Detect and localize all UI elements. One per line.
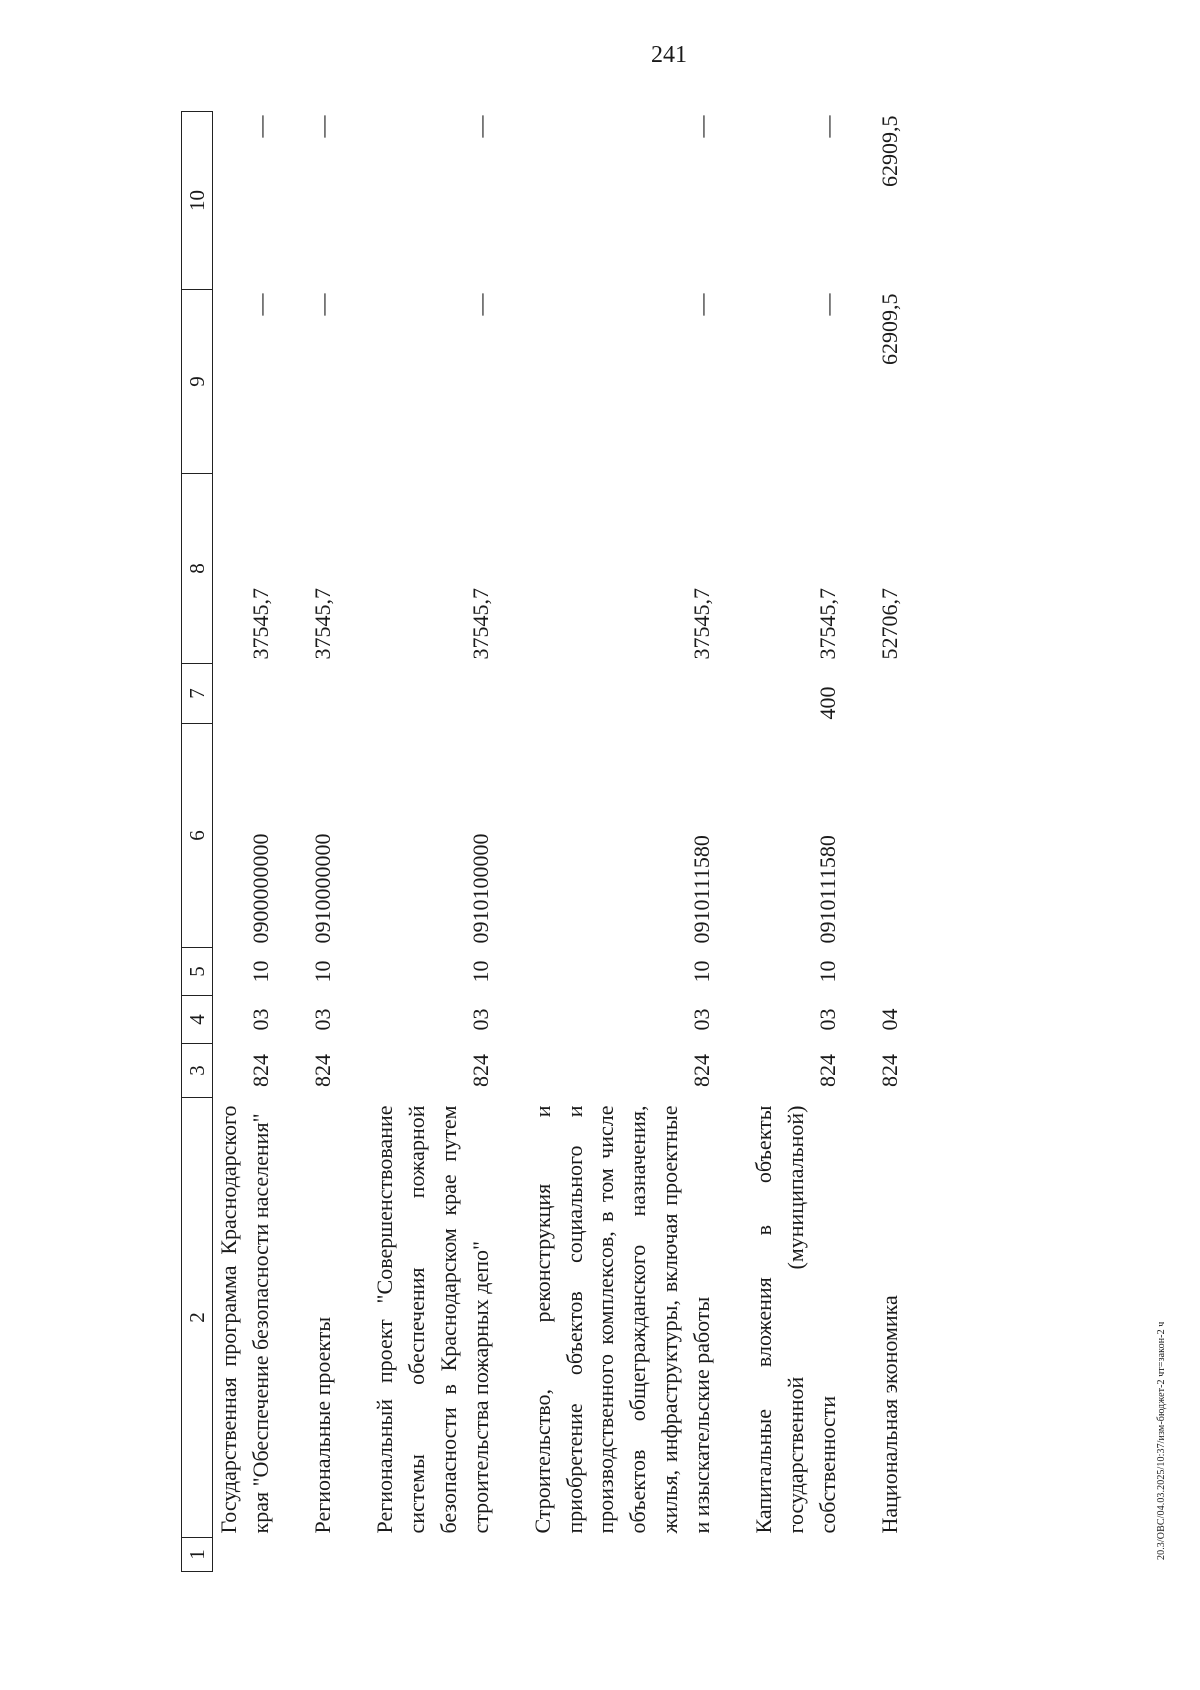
cell-num (213, 1538, 307, 1572)
cell-section: 03 (814, 1008, 840, 1031)
col-header-8: 8 (182, 474, 213, 664)
document-code: 20.3/OBC/04.03.2025/10:37/изм-бюджет-2 чт=закон-2 ч (1156, 1321, 1167, 1560)
cell-section: 04 (876, 1008, 902, 1031)
cell-num (874, 1538, 910, 1572)
cell-amount-10: — (310, 115, 336, 138)
cell-amount-9: 62909,5 (876, 293, 902, 365)
cell-expense-type (369, 664, 527, 724)
cell-num (527, 1538, 748, 1572)
cell-num (369, 1538, 527, 1572)
col-header-3: 3 (182, 1044, 213, 1098)
cell-target-article: 0910111580 (814, 835, 840, 944)
cell-subsection: 10 (467, 960, 493, 983)
cell-section: 03 (248, 1008, 274, 1031)
table-header-row (182, 112, 213, 1572)
cell-amount-9: — (814, 293, 840, 316)
cell-ministry: 824 (248, 1054, 274, 1087)
cell-name: Строительство, реконструкция и приобретение объектов социального и производственного комплексов, в том числе объектов общегражданского назначения, жилья, инфраструктуры, включая проектные и изыскательские работы (529, 1105, 715, 1534)
cell-expense-type (527, 664, 748, 724)
cell-ministry: 824 (467, 1054, 493, 1087)
cell-ministry: 824 (814, 1054, 840, 1087)
cell-amount-9: — (248, 293, 274, 316)
cell-name: Региональные проекты (310, 1316, 336, 1534)
col-header-7: 7 (182, 664, 213, 724)
cell-amount-9: — (310, 293, 336, 316)
col-header-4: 4 (182, 996, 213, 1044)
cell-amount-10: — (248, 115, 274, 138)
page-number: 241 (651, 42, 687, 68)
budget-table-sheet (181, 112, 1101, 1572)
cell-amount-10: — (689, 115, 715, 138)
cell-ministry: 824 (310, 1054, 336, 1087)
col-header-9: 9 (182, 290, 213, 474)
cell-name: Капитальные вложения в объекты государственной (муниципальной) собственности (751, 1105, 840, 1534)
cell-subsection: 10 (248, 960, 274, 983)
cell-amount-8: 52706,7 (876, 588, 902, 660)
cell-subsection (874, 948, 910, 996)
table-row (527, 112, 748, 1572)
cell-ministry: 824 (876, 1054, 902, 1087)
table-row (874, 112, 910, 1572)
cell-amount-9: — (467, 293, 493, 316)
cell-target-article: 0910000000 (310, 833, 336, 944)
col-header-2: 2 (182, 1098, 213, 1538)
cell-section: 03 (467, 1008, 493, 1031)
cell-name: Национальная экономика (876, 1295, 902, 1534)
cell-name: Государственная программа Краснодарского края "Обеспечение безопасности населения" (216, 1105, 274, 1534)
cell-expense-type (213, 664, 307, 724)
table-row (369, 112, 527, 1572)
table-row (748, 112, 874, 1572)
cell-ministry: 824 (689, 1054, 715, 1087)
cell-subsection: 10 (689, 960, 715, 983)
cell-target-article: 0910111580 (689, 835, 715, 944)
cell-subsection: 10 (310, 960, 336, 983)
cell-amount-10: — (814, 115, 840, 138)
cell-amount-8: 37545,7 (310, 588, 336, 660)
cell-target-article (874, 724, 910, 948)
cell-amount-8: 37545,7 (467, 588, 493, 660)
col-header-5: 5 (182, 948, 213, 996)
table-row (213, 112, 307, 1572)
cell-section: 03 (689, 1008, 715, 1031)
col-header-6: 6 (182, 724, 213, 948)
cell-amount-8: 37545,7 (814, 588, 840, 660)
cell-expense-type (307, 664, 369, 724)
budget-table (181, 111, 910, 1572)
cell-target-article: 0910100000 (467, 833, 493, 944)
cell-num (307, 1538, 369, 1572)
cell-name: Региональный проект "Совершенствование системы обеспечения пожарной безопасности в Краснодарском крае путем строительства пожарных депо" (372, 1105, 493, 1534)
cell-amount-8: 37545,7 (689, 588, 715, 660)
cell-num (748, 1538, 874, 1572)
cell-subsection: 10 (814, 960, 840, 983)
cell-amount-10: 62909,5 (876, 115, 902, 187)
col-header-1: 1 (182, 1538, 213, 1572)
cell-amount-8: 37545,7 (248, 588, 274, 660)
col-header-10: 10 (182, 112, 213, 290)
cell-expense-type: 400 (814, 686, 840, 720)
cell-amount-9: — (689, 293, 715, 316)
cell-section: 03 (310, 1008, 336, 1031)
cell-target-article: 0900000000 (248, 833, 274, 944)
cell-expense-type (874, 664, 910, 724)
table-row (307, 112, 369, 1572)
cell-amount-10: — (467, 115, 493, 138)
